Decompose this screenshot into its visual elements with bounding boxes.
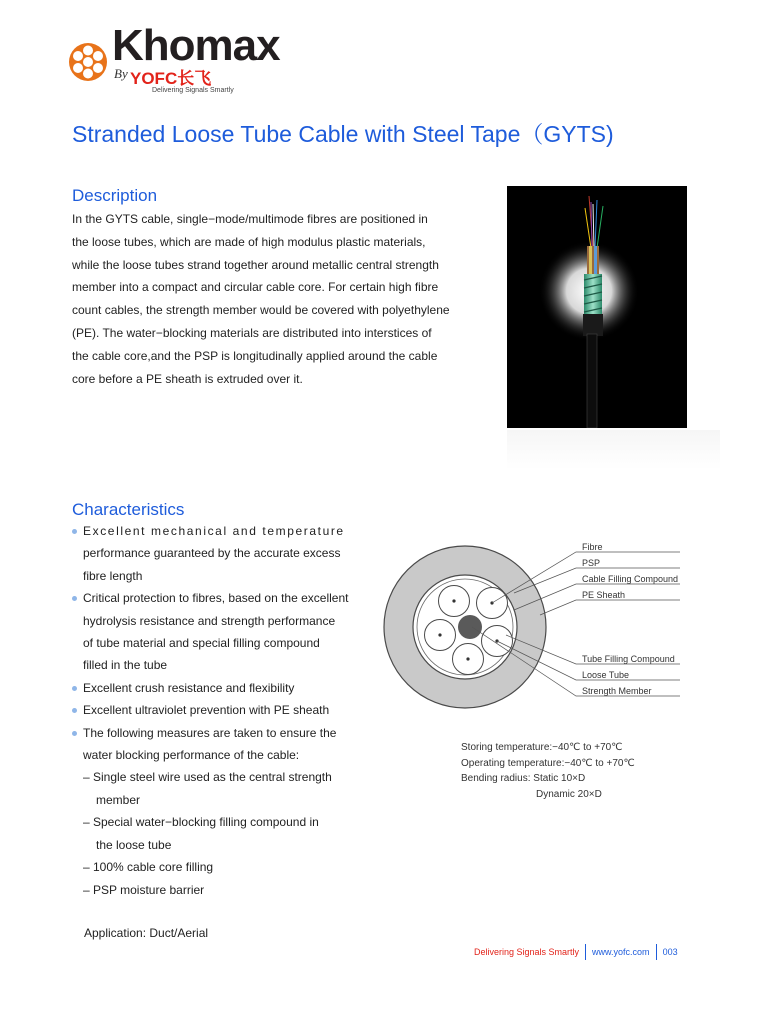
photo-shadow <box>507 430 720 470</box>
footer-tagline: Delivering Signals Smartly <box>474 947 580 957</box>
bullet-dot-icon <box>72 686 77 691</box>
spec-bending-radius-dynamic: Dynamic 20×D <box>536 788 602 800</box>
footer-divider <box>656 944 657 960</box>
logo-by-text: By <box>114 66 128 81</box>
list-item-line: performance guaranteed by the accurate excess <box>83 546 341 561</box>
diagram-label-cable-filling-compound: Cable Filling Compound <box>582 574 679 584</box>
sub-list-item <box>72 879 362 901</box>
sub-list-item <box>72 856 362 878</box>
specifications <box>461 740 635 802</box>
description-line: core before a PE sheath is extruded over it. <box>72 371 303 386</box>
description-body <box>72 208 467 390</box>
description-line: the cable core,and the PSP is longitudinally applied around the cable <box>72 348 438 363</box>
list-item-line: of tube material and special filling compound <box>83 636 320 651</box>
strength-member-shape <box>458 615 482 639</box>
sub-item-line: – Special water−blocking filling compound in <box>83 815 319 830</box>
list-item-line: Critical protection to fibres, based on the excellent <box>83 591 349 606</box>
cable-cross-section-diagram <box>380 535 700 715</box>
list-item-line: Excellent mechanical and temperature <box>83 524 345 538</box>
list-item-line: filled in the tube <box>83 658 168 673</box>
logo-wordmark: Khomax <box>112 21 280 70</box>
footer-url-link[interactable]: www.yofc.com <box>592 947 650 957</box>
sub-item-line: – 100% cable core filling <box>83 860 214 875</box>
sub-list-item <box>72 811 362 856</box>
partner-logo-text: YOFC长飞 <box>130 69 212 88</box>
description-line: the loose tubes, which are made of high modulus plastic materials, <box>72 234 426 249</box>
list-item-line: The following measures are taken to ensure the <box>83 725 337 740</box>
diagram-label-strength-member: Strength Member <box>582 686 652 696</box>
list-item <box>72 520 362 587</box>
page-footer <box>474 944 678 960</box>
list-item-line: water blocking performance of the cable: <box>83 748 300 763</box>
sub-item-line: – Single steel wire used as the central strength <box>83 770 332 785</box>
list-item-line: hydrolysis resistance and strength performance <box>83 613 336 628</box>
list-item-line: fibre length <box>83 568 143 583</box>
footer-divider <box>585 944 586 960</box>
description-heading: Description <box>72 186 158 205</box>
diagram-label-loose-tube: Loose Tube <box>582 670 630 680</box>
description-line: count cables, the strength member would be covered with polyethylene <box>72 303 450 318</box>
bullet-dot-icon <box>72 708 77 713</box>
characteristics-list <box>72 520 362 901</box>
sub-list-item <box>72 766 362 811</box>
cable-illustration <box>507 186 687 428</box>
spec-storing-temperature: Storing temperature:−40℃ to +70℃ <box>461 742 623 753</box>
company-logo <box>68 20 298 100</box>
application-text: Application: Duct/Aerial <box>84 926 209 940</box>
logo-tagline: Delivering Signals Smartly <box>152 87 234 94</box>
sub-item-line: the loose tube <box>96 837 172 852</box>
description-line: while the loose tubes strand together around metallic central strength <box>72 257 439 272</box>
page-title: Stranded Loose Tube Cable with Steel Tape（GYTS) <box>72 121 614 147</box>
sub-item-line: – PSP moisture barrier <box>83 882 205 897</box>
diagram-label-pe-sheath: PE Sheath <box>582 590 626 600</box>
spec-operating-temperature: Operating temperature:−40℃ to +70℃ <box>461 757 635 769</box>
page-number: 003 <box>662 947 678 957</box>
bullet-dot-icon <box>72 731 77 736</box>
description-line: (PE). The water−blocking materials are distributed into interstices of <box>72 325 432 340</box>
list-item <box>72 587 362 677</box>
diagram-label-tube-filling-compound: Tube Filling Compound <box>582 654 675 664</box>
list-item <box>72 677 362 699</box>
list-item <box>72 699 362 721</box>
list-item-line: Excellent ultraviolet prevention with PE sheath <box>83 703 330 718</box>
diagram-label-fibre: Fibre <box>582 542 603 552</box>
list-item-line: Excellent crush resistance and flexibility <box>83 680 295 695</box>
description-line: member into a compact and circular cable core. For certain high fibre <box>72 280 439 295</box>
diagram-label-psp: PSP <box>582 558 601 568</box>
cable-product-photo <box>507 186 687 428</box>
sub-item-line: member <box>96 792 141 807</box>
characteristics-heading: Characteristics <box>72 500 185 519</box>
spec-bending-radius-static: Bending radius: Static 10×D <box>461 773 586 784</box>
cable-core-logo-icon <box>68 42 108 82</box>
description-line: In the GYTS cable, single−mode/multimode fibres are positioned in <box>72 212 428 226</box>
bullet-dot-icon <box>72 529 77 534</box>
bullet-dot-icon <box>72 596 77 601</box>
list-item <box>72 722 362 767</box>
